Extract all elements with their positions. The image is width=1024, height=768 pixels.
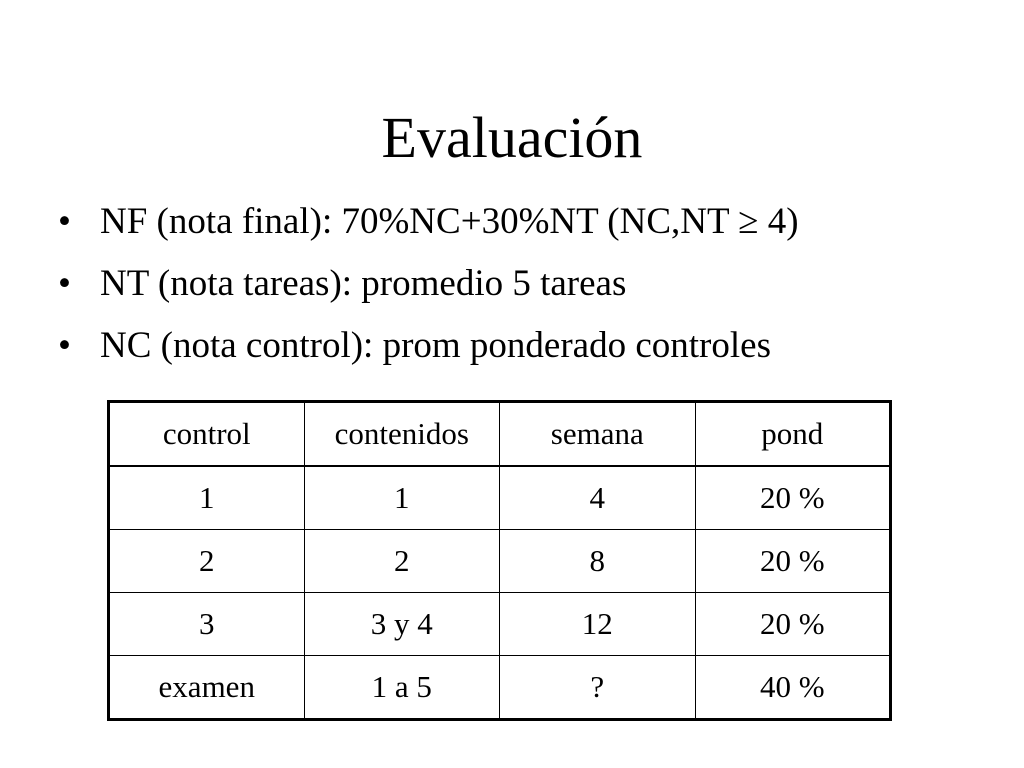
bullet-marker: • xyxy=(58,325,71,366)
cell-pond: 40 % xyxy=(695,656,891,720)
cell-semana: ? xyxy=(500,656,696,720)
table-row xyxy=(109,530,891,593)
bullet-item xyxy=(58,200,799,244)
cell-contenidos: 1 a 5 xyxy=(304,656,500,720)
cell-contenidos: 2 xyxy=(304,530,500,593)
bullet-list xyxy=(58,200,799,386)
bullet-text: NT (nota tareas): promedio 5 tareas xyxy=(100,263,627,304)
header-semana: semana xyxy=(500,402,696,467)
bullet-item xyxy=(58,262,799,306)
bullet-item xyxy=(58,324,799,368)
cell-semana: 8 xyxy=(500,530,696,593)
header-contenidos: contenidos xyxy=(304,402,500,467)
cell-semana: 4 xyxy=(500,466,696,530)
grading-table xyxy=(107,400,892,721)
cell-pond: 20 % xyxy=(695,530,891,593)
slide-title: Evaluación xyxy=(381,105,643,170)
table-header-row xyxy=(109,402,891,467)
cell-pond: 20 % xyxy=(695,466,891,530)
cell-pond: 20 % xyxy=(695,593,891,656)
cell-control: 3 xyxy=(109,593,305,656)
cell-semana: 12 xyxy=(500,593,696,656)
cell-control: 1 xyxy=(109,466,305,530)
table-row xyxy=(109,593,891,656)
bullet-marker: • xyxy=(58,263,71,304)
cell-contenidos: 3 y 4 xyxy=(304,593,500,656)
cell-control: 2 xyxy=(109,530,305,593)
header-pond: pond xyxy=(695,402,891,467)
header-control: control xyxy=(109,402,305,467)
table-row xyxy=(109,466,891,530)
bullet-marker: • xyxy=(58,201,71,242)
bullet-text: NC (nota control): prom ponderado controles xyxy=(100,325,771,366)
table-row xyxy=(109,656,891,720)
bullet-text: NF (nota final): 70%NC+30%NT (NC,NT ≥ 4) xyxy=(100,201,799,242)
cell-contenidos: 1 xyxy=(304,466,500,530)
cell-control: examen xyxy=(109,656,305,720)
